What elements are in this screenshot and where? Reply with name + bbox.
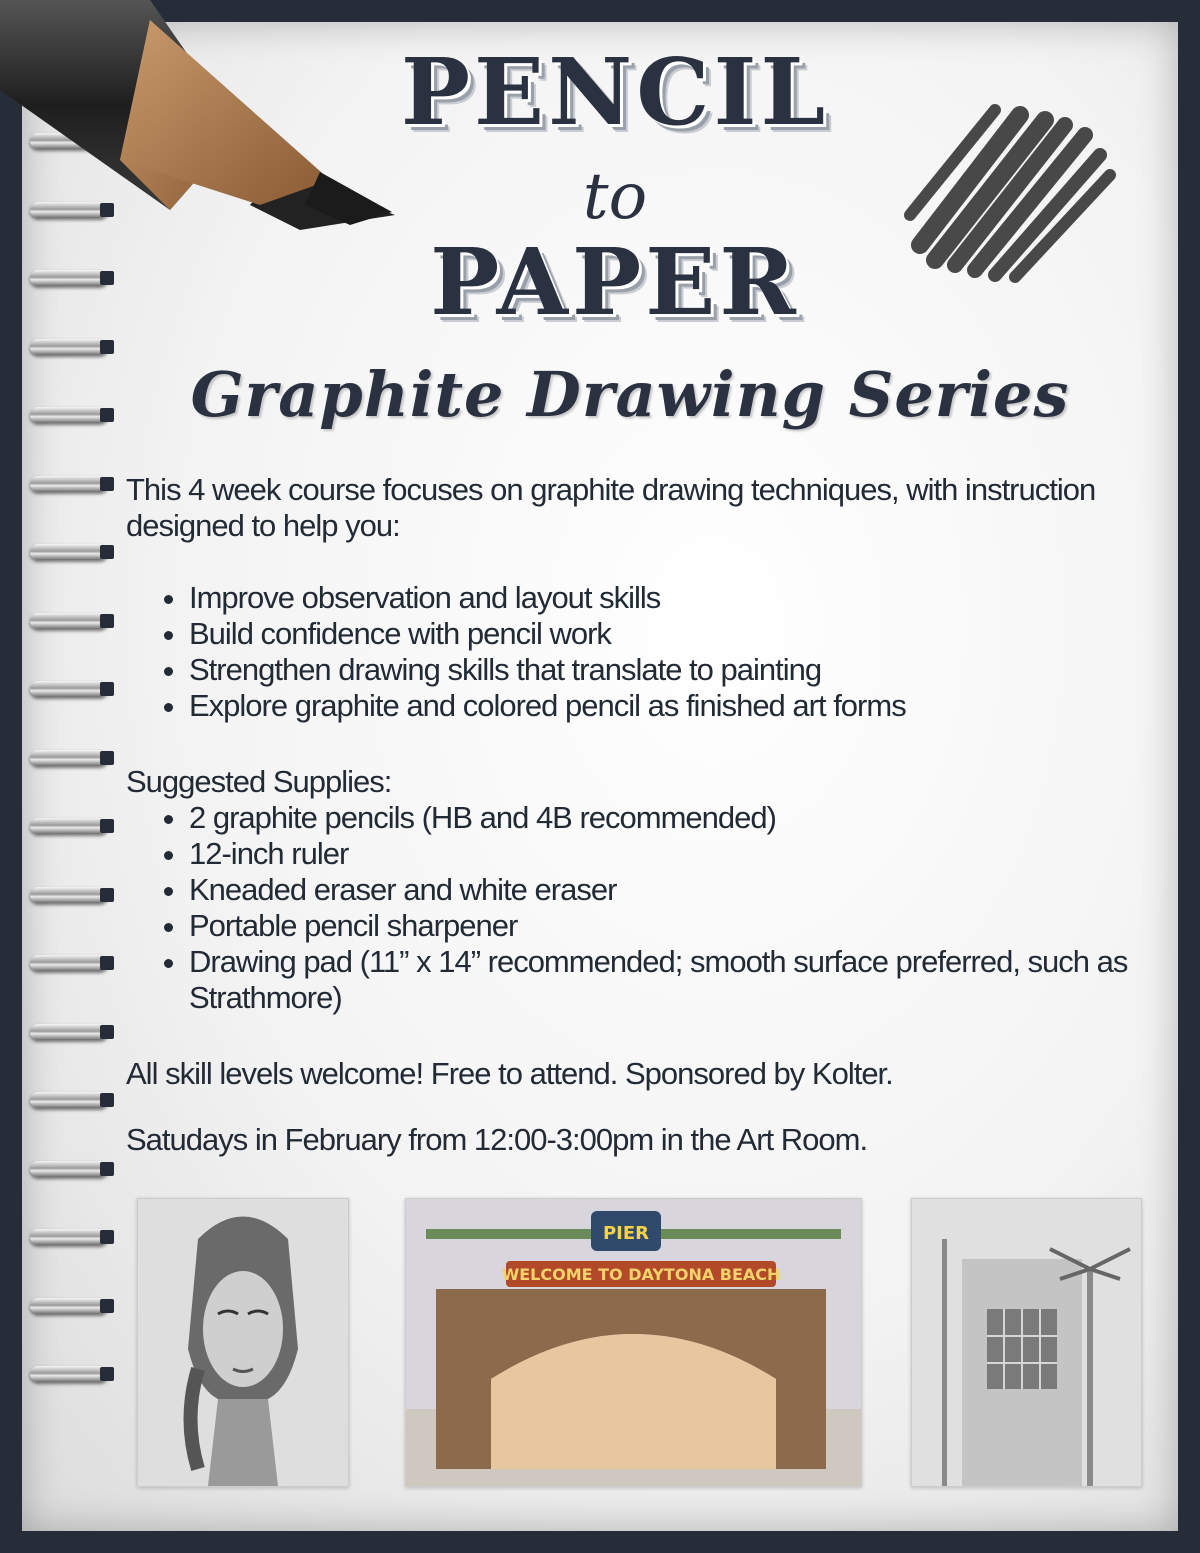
pier-logo-text: PIER xyxy=(602,1223,650,1244)
course-description xyxy=(126,472,1146,1158)
pier-drawing xyxy=(405,1198,862,1487)
spiral-ring xyxy=(30,747,112,769)
building-drawing xyxy=(911,1198,1142,1487)
title-paper: PAPER xyxy=(430,228,800,336)
welcome-text: All skill levels welcome! Free to attend. Sponsored by Kolter. xyxy=(126,1056,893,1091)
spiral-ring xyxy=(30,1021,112,1043)
portrait-drawing xyxy=(137,1198,349,1487)
subtitle: Graphite Drawing Series xyxy=(190,358,1070,431)
spiral-ring xyxy=(30,1158,112,1180)
pier-sign-text: WELCOME TO DAYTONA BEACH xyxy=(501,1265,781,1284)
spiral-ring xyxy=(30,541,112,563)
spiral-ring xyxy=(30,1226,112,1248)
list-item: • Kneaded eraser and white eraser xyxy=(189,872,1146,908)
schedule-text: Satudays in February from 12:00-3:00pm in the Art Room. xyxy=(126,1122,868,1157)
supplies-heading: Suggested Supplies: xyxy=(126,764,392,799)
spiral-ring xyxy=(30,678,112,700)
list-item: • Portable pencil sharpener xyxy=(189,908,1146,944)
title-pencil: PENCIL xyxy=(400,38,830,146)
intro-text: This 4 week course focuses on graphite drawing techniques, with instruction designed to help you: xyxy=(126,472,1096,543)
spiral-ring xyxy=(30,1295,112,1317)
spiral-ring xyxy=(30,1363,112,1385)
list-item: • Build confidence with pencil work xyxy=(189,616,1146,652)
list-item: • Improve observation and layout skills xyxy=(189,580,1146,616)
spiral-ring xyxy=(30,815,112,837)
list-item: • 12-inch ruler xyxy=(189,836,1146,872)
list-item: • 2 graphite pencils (HB and 4B recommended) xyxy=(189,800,1146,836)
list-item: • Strengthen drawing skills that translate to painting xyxy=(189,652,1146,688)
goals-list xyxy=(126,580,1146,724)
spiral-ring xyxy=(30,1089,112,1111)
title-to: to xyxy=(582,160,648,234)
spiral-ring xyxy=(30,610,112,632)
spiral-ring xyxy=(30,473,112,495)
list-item: • Explore graphite and colored pencil as finished art forms xyxy=(189,688,1146,724)
spiral-ring xyxy=(30,884,112,906)
spiral-ring xyxy=(30,952,112,974)
supplies-list xyxy=(126,800,1146,1016)
spiral-ring xyxy=(30,336,112,358)
list-item: • Drawing pad (11” x 14” recommended; smooth surface preferred, such as Strathmore) xyxy=(189,944,1146,1016)
